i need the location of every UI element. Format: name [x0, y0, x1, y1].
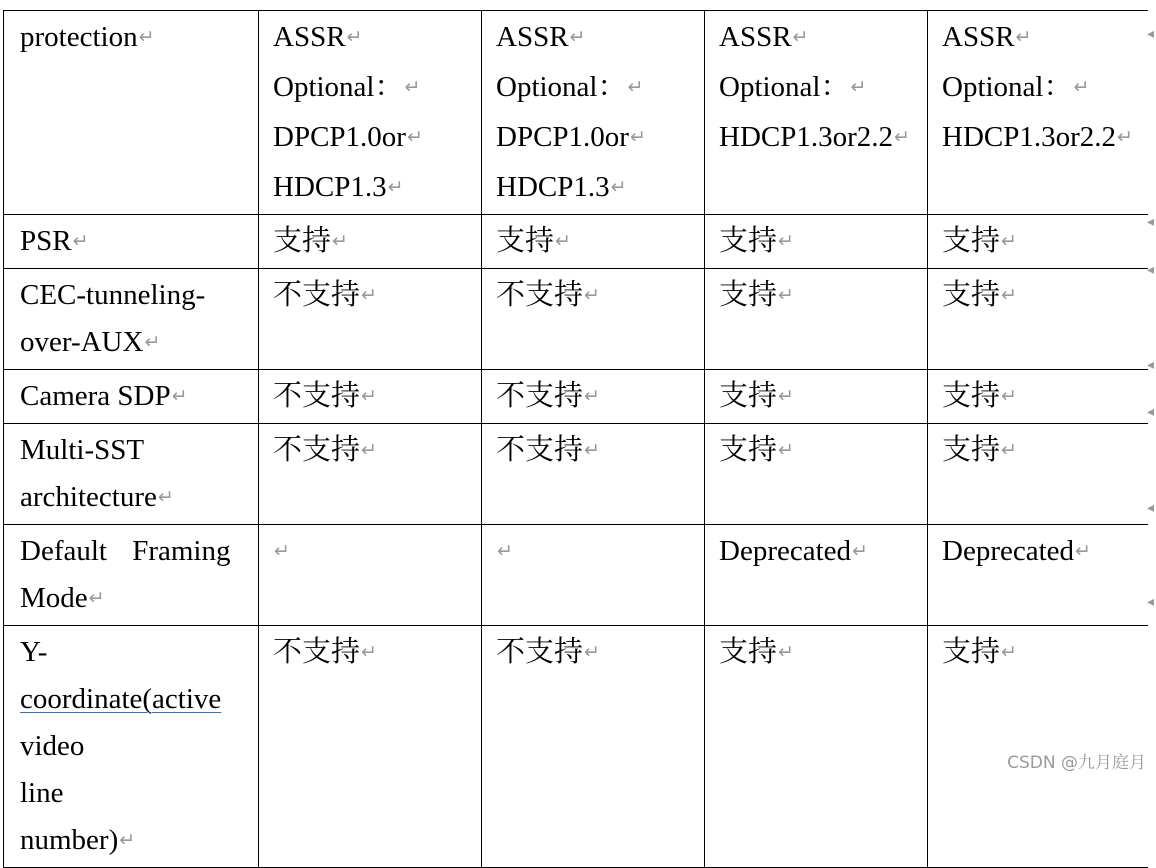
- paragraph-mark-icon: ↵: [894, 126, 910, 148]
- row-label-cec-tunneling: CEC-tunneling- over-AUX↵: [4, 269, 259, 370]
- paragraph-mark-icon: ↵: [404, 76, 421, 98]
- paragraph-mark-icon: ↵: [584, 284, 600, 306]
- paragraph-mark-icon: ↵: [1001, 284, 1017, 306]
- table-cell: 支持↵: [928, 424, 1148, 525]
- paragraph-mark-icon: ↵: [361, 641, 377, 663]
- table-cell: 支持↵: [928, 626, 1148, 868]
- paragraph-mark-icon: ↵: [119, 829, 136, 851]
- row-label-camera-sdp: Camera SDP↵: [4, 370, 259, 424]
- paragraph-mark-icon: ↵: [144, 331, 161, 353]
- table-cell: 支持↵: [705, 626, 928, 868]
- table-cell: 支持↵: [705, 370, 928, 424]
- paragraph-mark-icon: ↵: [1073, 76, 1090, 98]
- table-row-y-coordinate: [4, 626, 1148, 868]
- table-cell: ASSR↵ Optional：↵ DPCP1.0or↵ HDCP1.3↵: [482, 11, 705, 215]
- table-cell: 不支持↵: [259, 370, 482, 424]
- table-cell: 支持↵: [928, 269, 1148, 370]
- paragraph-mark-icon: ↵: [88, 587, 105, 609]
- paragraph-mark-icon: ↵: [629, 126, 646, 148]
- paragraph-mark-icon: ↵: [361, 385, 377, 407]
- table-cell: [482, 525, 705, 626]
- table-cell: 不支持↵: [482, 269, 705, 370]
- table-row-cec-tunneling: [4, 269, 1148, 370]
- paragraph-mark-icon: ↵: [778, 230, 794, 252]
- table-row-multi-sst: [4, 424, 1148, 525]
- paragraph-mark-icon: ↵: [555, 230, 571, 252]
- table-cell: 支持↵: [705, 424, 928, 525]
- row-label-psr: PSR↵: [4, 215, 259, 269]
- row-end-mark-icon: ◂: [1147, 357, 1155, 373]
- paragraph-mark-icon: ↵: [1001, 230, 1017, 252]
- table-cell: 支持↵: [928, 370, 1148, 424]
- table-row-camera-sdp: [4, 370, 1148, 424]
- protocol-feature-table: [3, 10, 1148, 868]
- row-label-default-framing: Default Framing Mode↵: [4, 525, 259, 626]
- paragraph-mark-icon: ↵: [778, 284, 794, 306]
- paragraph-mark-icon: ↵: [346, 26, 363, 48]
- paragraph-mark-icon: ↵: [1117, 126, 1133, 148]
- table-cell: [259, 525, 482, 626]
- paragraph-mark-icon: ↵: [406, 126, 423, 148]
- paragraph-mark-icon: ↵: [627, 76, 644, 98]
- table-cell: 支持↵: [705, 269, 928, 370]
- table-cell: 不支持↵: [259, 269, 482, 370]
- paragraph-mark-icon: ↵: [850, 76, 867, 98]
- row-label-y-coordinate: Y- coordinate(active video line number)↵: [4, 626, 259, 868]
- table-cell: 支持↵: [482, 215, 705, 269]
- paragraph-mark-icon: ↵: [584, 385, 600, 407]
- paragraph-mark-icon: ↵: [157, 486, 174, 508]
- row-label-protection: protection↵: [4, 11, 259, 215]
- paragraph-mark-icon: ↵: [569, 26, 586, 48]
- table-cell: 不支持↵: [482, 370, 705, 424]
- table-cell: 不支持↵: [482, 424, 705, 525]
- paragraph-mark-icon: ↵: [274, 540, 290, 562]
- paragraph-mark-icon: ↵: [1001, 385, 1017, 407]
- paragraph-mark-icon: ↵: [72, 230, 89, 252]
- table-cell: ASSR↵ Optional：↵ HDCP1.3or2.2↵: [928, 11, 1148, 215]
- paragraph-mark-icon: ↵: [778, 641, 794, 663]
- table-cell: 不支持↵: [259, 424, 482, 525]
- table-row-protection: [4, 11, 1148, 215]
- paragraph-mark-icon: ↵: [584, 641, 600, 663]
- paragraph-mark-icon: ↵: [610, 176, 627, 198]
- table-cell: 不支持↵: [482, 626, 705, 868]
- table-cell: ASSR↵ Optional：↵ DPCP1.0or↵ HDCP1.3↵: [259, 11, 482, 215]
- row-end-mark-icon: ◂: [1147, 214, 1155, 230]
- paragraph-mark-icon: ↵: [584, 439, 600, 461]
- table-cell: 支持↵: [928, 215, 1148, 269]
- paragraph-mark-icon: ↵: [778, 439, 794, 461]
- row-end-mark-icon: ◂: [1147, 26, 1155, 42]
- row-end-mark-icon: ◂: [1147, 262, 1155, 278]
- paragraph-mark-icon: ↵: [361, 439, 377, 461]
- row-end-mark-icon: ◂: [1147, 500, 1155, 516]
- paragraph-mark-icon: ↵: [1075, 540, 1091, 562]
- row-label-multi-sst: Multi-SST architecture↵: [4, 424, 259, 525]
- table-cell: ASSR↵ Optional：↵ HDCP1.3or2.2↵: [705, 11, 928, 215]
- paragraph-mark-icon: ↵: [138, 26, 155, 48]
- row-end-mark-icon: ◂: [1147, 594, 1155, 610]
- table-cell: Deprecated↵: [705, 525, 928, 626]
- table-cell: 不支持↵: [259, 626, 482, 868]
- paragraph-mark-icon: ↵: [852, 540, 868, 562]
- paragraph-mark-icon: ↵: [171, 385, 188, 407]
- table-cell: Deprecated↵: [928, 525, 1148, 626]
- paragraph-mark-icon: ↵: [792, 26, 809, 48]
- table-cell: 支持↵: [259, 215, 482, 269]
- watermark: CSDN @九月庭月: [1007, 753, 1146, 773]
- paragraph-mark-icon: ↵: [778, 385, 794, 407]
- paragraph-mark-icon: ↵: [332, 230, 348, 252]
- paragraph-mark-icon: ↵: [1001, 439, 1017, 461]
- table-row-default-framing: [4, 525, 1148, 626]
- paragraph-mark-icon: ↵: [387, 176, 404, 198]
- table-cell: 支持↵: [705, 215, 928, 269]
- paragraph-mark-icon: ↵: [1001, 641, 1017, 663]
- table-row-psr: [4, 215, 1148, 269]
- row-end-mark-icon: ◂: [1147, 404, 1155, 420]
- paragraph-mark-icon: ↵: [497, 540, 513, 562]
- paragraph-mark-icon: ↵: [1015, 26, 1032, 48]
- paragraph-mark-icon: ↵: [361, 284, 377, 306]
